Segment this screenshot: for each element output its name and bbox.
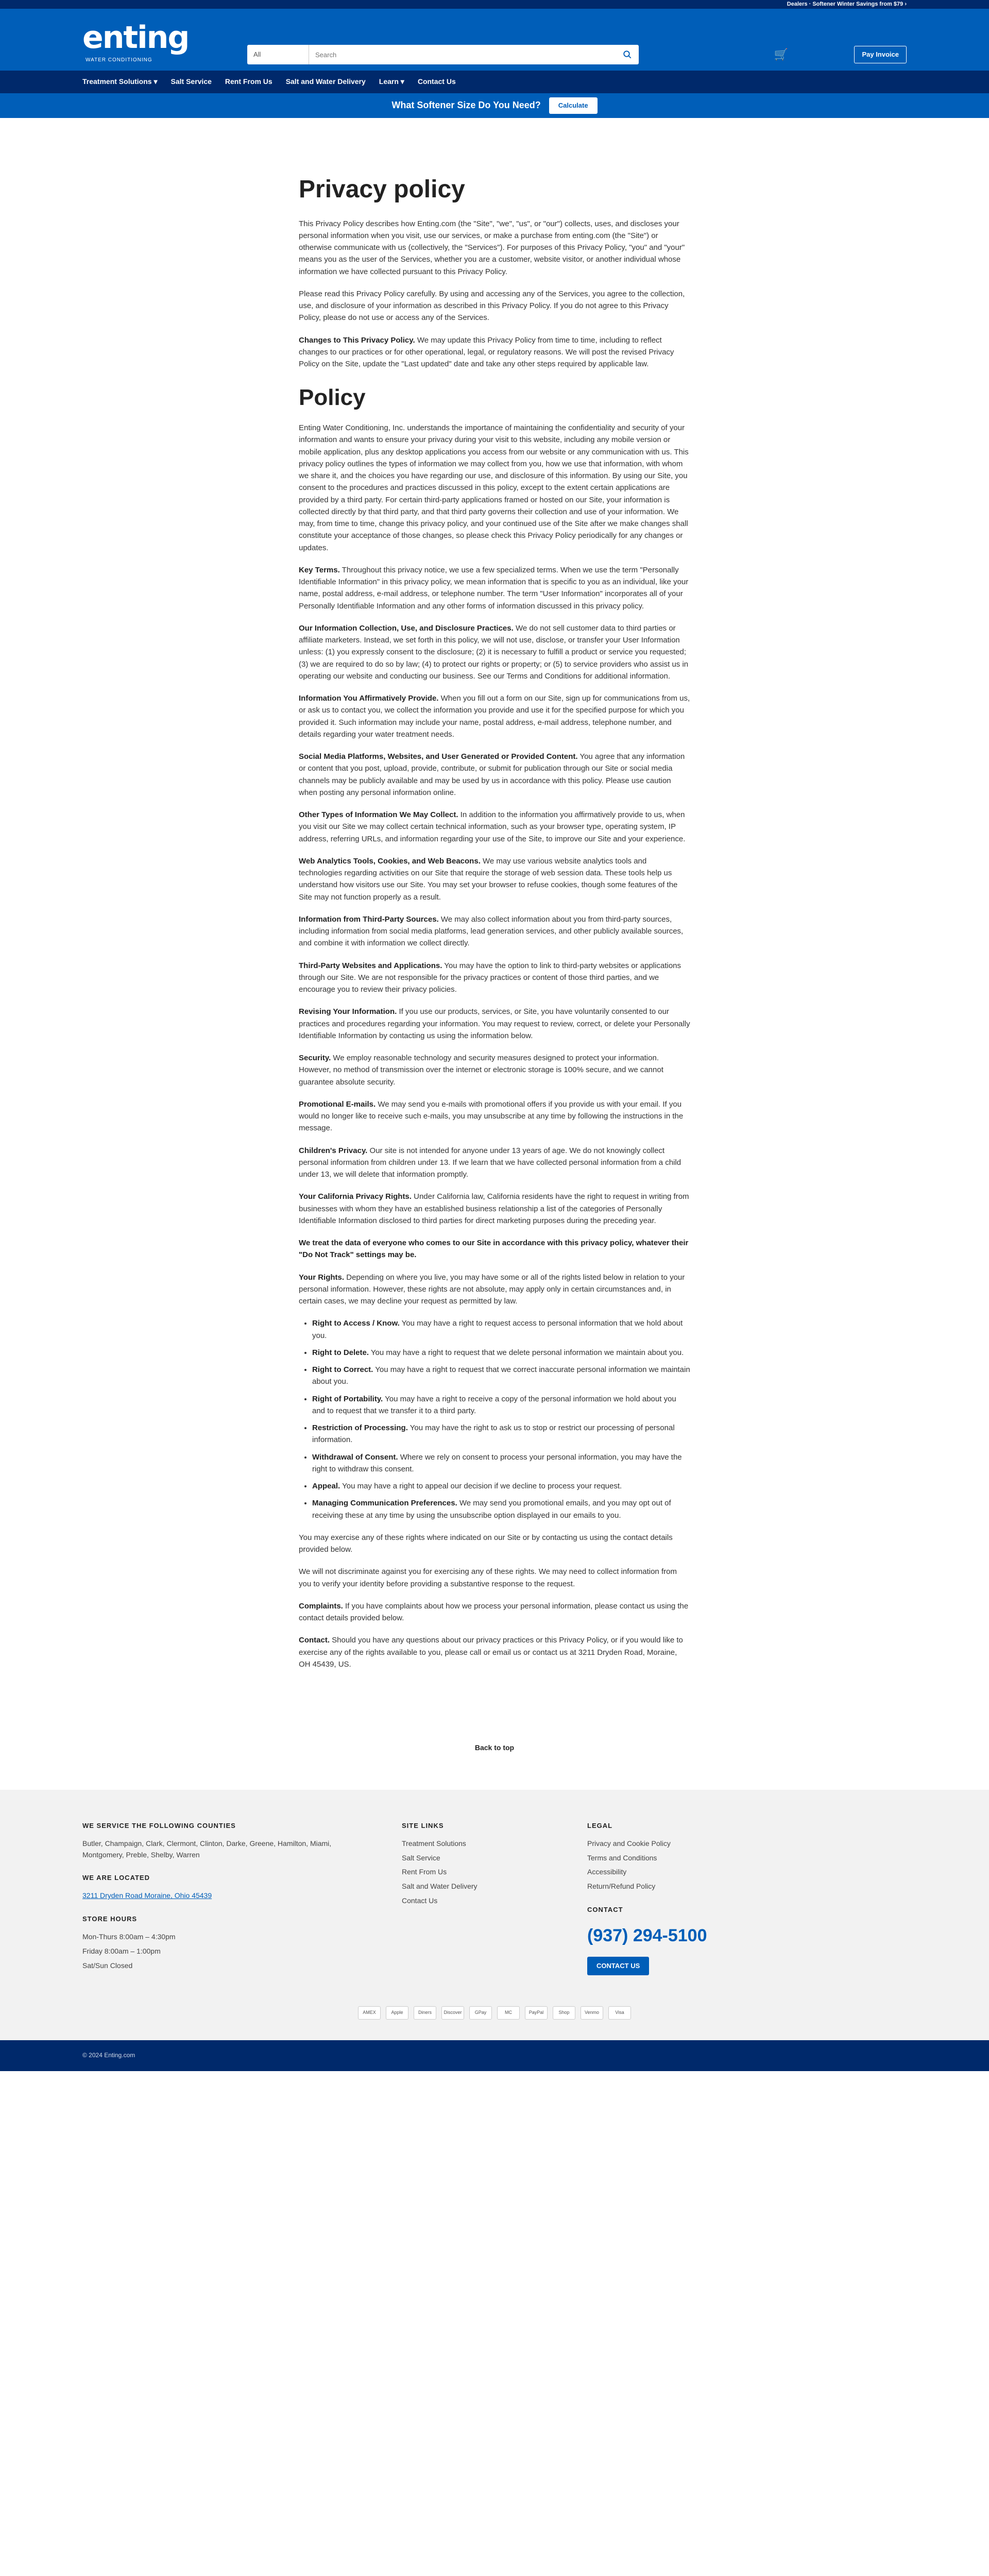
search-input[interactable] — [309, 45, 616, 64]
policy-paragraph-heading: Promotional E-mails. — [299, 1099, 376, 1109]
legal-link[interactable]: Accessibility — [587, 1868, 627, 1876]
policy-paragraph-text: We will not discriminate against you for exercising any of these rights. We may need to collect information from you to verify your identity before providing a substantive response to the request. — [299, 1567, 677, 1588]
policy-paragraph-text: You agree that any information or content that you post, upload, provide, contribute, or submit for publication through our Site or social media channels may be publicly available and may be used by us in accordance with this policy. Please use caution when posting any personal information online. — [299, 752, 685, 797]
nav-item-rent[interactable]: Rent From Us — [225, 77, 272, 86]
policy-paragraph-heading: Children's Privacy. — [299, 1146, 368, 1155]
policy-paragraph-heading: Social Media Platforms, Websites, and User Generated or Provided Content. — [299, 752, 578, 761]
copyright-text: © 2024 Enting.com — [82, 2052, 135, 2059]
closing-sections — [299, 1532, 690, 1670]
service-counties: Butler, Champaign, Clark, Clermont, Clinton, Darke, Greene, Hamilton, Miami, Montgomery, Preble, Shelby, Warren — [82, 1839, 332, 1859]
rights-item-label: Withdrawal of Consent. — [312, 1452, 398, 1462]
mastercard-icon: MC — [497, 2006, 520, 2020]
policy-paragraph — [299, 422, 690, 554]
policy-paragraph-text: Should you have any questions about our privacy practices or this Privacy Policy, or if you would like to exercise any of the rights available to you, please call or email us or contact us at 3211 Dryden Road, Moraine, OH 45439, US. — [299, 1636, 683, 1669]
policy-paragraph-text: When you fill out a form on our Site, sign up for communications from us, or ask us to contact you, we collect the information you provide and use it for the specified purpose for which you provided it. Such information may include your name, postal address, e-mail address, telephone number, and details regarding your water treatment needs. — [299, 694, 690, 739]
rights-item-label: Right to Access / Know. — [312, 1319, 400, 1328]
located-heading: WE ARE LOCATED — [82, 1874, 150, 1882]
rights-item-text: You may have a right to receive a copy of the personal information we hold about you and to request that we transfer it to a third party. — [312, 1394, 676, 1415]
footer-link[interactable]: Salt and Water Delivery — [402, 1882, 478, 1891]
policy-paragraph — [299, 692, 690, 740]
policy-paragraph-heading: Our Information Collection, Use, and Disclosure Practices. — [299, 623, 514, 633]
nav-item-learn[interactable]: Learn ▾ — [379, 77, 404, 86]
pay-invoice-button[interactable]: Pay Invoice — [854, 46, 907, 63]
google-pay-icon: GPay — [469, 2006, 492, 2020]
policy-paragraph-heading: Revising Your Information. — [299, 1007, 397, 1016]
footer-links-col — [402, 1821, 556, 1975]
footer-link[interactable]: Rent From Us — [402, 1868, 447, 1876]
policy-paragraph-text: We may also collect information about you from third-party sources, including information from social media platforms, lead generation services, and other publicly available sources, and combine it with information we collect directly. — [299, 914, 684, 948]
phone-number[interactable]: (937) 294-5100 — [587, 1925, 707, 1945]
policy-paragraph-heading: Web Analytics Tools, Cookies, and Web Beacons. — [299, 856, 481, 866]
policy-paragraph — [299, 622, 690, 682]
shop-pay-icon: Shop — [553, 2006, 575, 2020]
policy-paragraph-text: We do not sell customer data to third parties or affiliate marketers. Instead, we set forth in this policy, we will not use, disclose, or transfer your User Information unless: (1) you expressly consent to the disclosure; (2) it is necessary to fulfill a product or service you requested; (3) we are required to do so by law; (4) to protect our rights or property; or (5) to service providers who assist us in operating our website and conducting our business. See our Terms and Conditions for additional information. — [299, 623, 689, 681]
policy-paragraph-heading: Third-Party Websites and Applications. — [299, 961, 442, 970]
search-category-select[interactable]: All — [247, 45, 309, 64]
legal-heading: LEGAL — [587, 1821, 613, 1829]
footer-link[interactable]: Treatment Solutions — [402, 1839, 466, 1848]
rights-item-text: We may send you promotional emails, and you may opt out of receiving these at any time by using the unsubscribe option displayed in our emails to you. — [312, 1499, 671, 1520]
policy-heading: Policy — [299, 385, 366, 411]
rights-item — [312, 1480, 690, 1492]
hours-heading: STORE HOURS — [82, 1915, 138, 1923]
policy-paragraph-heading: Other Types of Information We May Collect. — [299, 810, 458, 820]
search-button[interactable] — [616, 45, 639, 64]
policy-paragraph-text: You may exercise any of these rights where indicated on our Site or by contacting us using the contact details provided below. — [299, 1533, 673, 1554]
rights-item-text: You may have a right to request access to personal information that we hold about you. — [312, 1319, 683, 1340]
policy-paragraph-text: Our site is not intended for anyone under 13 years of age. We do not knowingly collect personal information from children under 13. If we learn that we have collected personal information from a child under 13, we will delete that information promptly. — [299, 1146, 681, 1179]
policy-content — [299, 118, 690, 1742]
diners-icon: Diners — [414, 2006, 436, 2020]
amex-icon: AMEX — [358, 2006, 381, 2020]
policy-paragraph-text: We may send you e-mails with promotional offers if you provide us with your email. If you would no longer like to receive such e-mails, you may unsubscribe at any time by following the instructions in the message. — [299, 1099, 684, 1133]
policy-paragraph-heading: Your Rights. — [299, 1273, 345, 1282]
rights-item-label: Right to Correct. — [312, 1365, 373, 1375]
nav-item-salt-service[interactable]: Salt Service — [170, 77, 212, 86]
policy-paragraph — [299, 1006, 690, 1042]
store-address[interactable]: 3211 Dryden Road Moraine, Ohio 45439 — [82, 1891, 212, 1900]
changes-paragraph — [299, 334, 690, 370]
legal-link[interactable]: Privacy and Cookie Policy — [587, 1839, 671, 1848]
logo-subtitle: WATER CONDITIONING — [86, 57, 152, 63]
search-bar — [247, 45, 639, 64]
footer-link[interactable]: Contact Us — [402, 1896, 438, 1905]
rights-item-text: You may have a right to appeal our decision if we decline to process your request. — [342, 1482, 622, 1491]
policy-paragraph — [299, 1237, 690, 1261]
policy-paragraph — [299, 1145, 690, 1181]
top-promo-bar — [0, 0, 989, 9]
rights-item-text: You may have the right to ask us to stop or restrict our processing of personal information. — [312, 1423, 675, 1445]
hours-line: Sat/Sun Closed — [82, 1961, 133, 1970]
policy-paragraph-text: Depending on where you live, you may have some or all of the rights listed below in relation to your personal information. However, these rights are not absolute, may apply only in certain circumstances and, in certain cases, we may decline your request as permitted by law. — [299, 1273, 685, 1306]
service-heading: WE SERVICE THE FOLLOWING COUNTIES — [82, 1821, 236, 1829]
rights-item — [312, 1451, 690, 1476]
policy-paragraph-text: You may have the option to link to third-party websites or applications through our Site. We are not responsible for the privacy practices or content of those third parties, and we encourage you to review their privacy policies. — [299, 961, 681, 994]
legal-link[interactable]: Terms and Conditions — [587, 1853, 657, 1862]
visa-icon: Visa — [608, 2006, 631, 2020]
hours-line: Mon-Thurs 8:00am – 4:30pm — [82, 1933, 176, 1941]
policy-paragraph — [299, 1098, 690, 1134]
policy-paragraph-heading: Your California Privacy Rights. — [299, 1192, 412, 1201]
rights-item-label: Right of Portability. — [312, 1394, 383, 1403]
page-title: Privacy policy — [299, 176, 465, 203]
policy-paragraph — [299, 1191, 690, 1227]
policy-paragraph — [299, 751, 690, 799]
policy-paragraph-heading: Information You Affirmatively Provide. — [299, 694, 439, 703]
site-header — [0, 9, 989, 71]
changes-text: We may update this Privacy Policy from time to time, including to reflect changes to our practices or for other operational, legal, or regulatory reasons. We will post the revised Privacy Policy on the Site, update the "Last updated" date and take any other steps required by applicable law. — [299, 335, 674, 369]
main-nav — [0, 71, 989, 93]
policy-paragraph — [299, 1052, 690, 1088]
back-to-top-link[interactable]: Back to top — [474, 1743, 515, 1752]
cart-icon[interactable]: 🛒 — [774, 48, 788, 61]
policy-paragraph — [299, 855, 690, 903]
rights-item — [312, 1497, 690, 1521]
search-icon — [623, 50, 632, 59]
hours-line: Friday 8:00am – 1:00pm — [82, 1947, 161, 1955]
rights-item — [312, 1347, 690, 1359]
rights-list — [312, 1317, 690, 1521]
copyright-bar — [0, 2040, 989, 2071]
policy-paragraph-text: Enting Water Conditioning, Inc. understands the importance of maintaining the confidentiality and security of your information and wants to ensure your privacy during your visit to this website, including any mobile version or mobile application, plus any desktop applications you access from our website or any communication with us. This privacy policy outlines the types of information we may collect from you, how we use that information, with whom we share it, and the choices you have regarding our use, and disclosure of this information. By using our Site, you consent to the procedures and practices discussed in this policy, except to the extent certain applications are provided by a third party. For certain third-party applications framed or hosted on our Site, your information is collected directly by that third party, and that third party governs their collection and use of your information. We may, from time to time, change this privacy policy, and your continued use of the Site after we make changes shall constitute your acceptance of those changes, so please check this Privacy Policy periodically for any changes or updates. — [299, 423, 689, 552]
policy-paragraph — [299, 1566, 690, 1590]
venmo-icon: Venmo — [581, 2006, 603, 2020]
policy-sections — [299, 422, 690, 1307]
rights-item-text: Where we rely on consent to process your personal information, you may have the right to withdraw this consent. — [312, 1452, 682, 1473]
softener-size-title: What Softener Size Do You Need? — [391, 100, 541, 111]
policy-paragraph — [299, 1634, 690, 1670]
contact-us-button[interactable]: CONTACT US — [587, 1957, 649, 1975]
rights-item-text: You may have a right to request that we delete personal information we maintain about you. — [370, 1348, 684, 1357]
policy-paragraph — [299, 564, 690, 612]
contact-heading: CONTACT — [587, 1905, 623, 1913]
legal-link[interactable]: Return/Refund Policy — [587, 1882, 656, 1891]
links-heading: SITE LINKS — [402, 1821, 444, 1829]
rights-item-label: Managing Communication Preferences. — [312, 1499, 457, 1508]
policy-paragraph — [299, 1532, 690, 1556]
site-footer — [0, 1790, 989, 2001]
apple-pay-icon: Apple — [386, 2006, 408, 2020]
intro-paragraph: Please read this Privacy Policy carefully. By using and accessing any of the Services, you agree to the collection, use, and disclosure of your information as described in this Privacy Policy. If you do not agree to this Privacy Policy, please do not use or access any of the Services. — [299, 289, 685, 323]
rights-item-label: Restriction of Processing. — [312, 1423, 408, 1433]
policy-paragraph-text: We employ reasonable technology and security measures designed to protect your information. However, no method of transmission over the internet or electronic storage is 100% secure, and we cannot guarantee absolute security. — [299, 1054, 663, 1087]
rights-item — [312, 1422, 690, 1446]
discover-icon: Discover — [441, 2006, 464, 2020]
footer-legal-col — [587, 1821, 742, 1975]
policy-paragraph — [299, 1272, 690, 1308]
rights-item-label: Appeal. — [312, 1482, 340, 1491]
policy-paragraph-text: Throughout this privacy notice, we use a few specialized terms. When we use the term "Personally Identifiable Information" in this privacy policy, we mean information that is specific to you as an individual, like your name, postal address, e-mail address, or telephone number. The term "User Information" incorporates all of your Personally Identifiable Information and any other forms of information discussed in this privacy policy. — [299, 565, 689, 611]
policy-paragraph-heading: Information from Third-Party Sources. — [299, 914, 439, 924]
policy-paragraph-heading: Contact. — [299, 1636, 330, 1645]
policy-paragraph-heading: We treat the data of everyone who comes to our Site in accordance with this privacy policy, whatever their "Do Not Track" settings may be. — [299, 1239, 689, 1260]
intro-paragraph: This Privacy Policy describes how Enting.com (the "Site", "we", "us", or "our") collects, uses, and discloses your personal information when you visit, use our services, or make a purchase from enting.com (the "Site") or otherwise communicate with us (collectively, the "Services"). For purposes of this Privacy Policy, "you" and "your" means you as the user of the Services, whether you are a customer, website visitor, or another individual whose information we have collected pursuant to this Privacy Policy. — [299, 219, 685, 276]
footer-service-col — [82, 1821, 371, 1975]
promo-link[interactable]: Dealers · Softener Winter Savings from $79 › — [787, 1, 907, 7]
site-logo[interactable]: enting — [82, 20, 189, 56]
policy-paragraph — [299, 960, 690, 996]
nav-item-contact[interactable]: Contact Us — [417, 77, 456, 86]
policy-paragraph-heading: Security. — [299, 1054, 331, 1063]
changes-heading: Changes to This Privacy Policy. — [299, 335, 415, 345]
nav-item-delivery[interactable]: Salt and Water Delivery — [285, 77, 366, 86]
rights-item — [312, 1317, 690, 1342]
calculate-button[interactable]: Calculate — [549, 97, 598, 114]
softener-size-bar — [0, 93, 989, 118]
policy-paragraph-text: In addition to the information you affirmatively provide to us, when you visit our Site we may collect certain technical information, such as your browser type, operating system, IP address, referring URLs, and information regarding your use of the Site, to improve our Site and your experience. — [299, 810, 686, 843]
rights-item-text: You may have a right to request that we correct inaccurate personal information we maintain about you. — [312, 1365, 690, 1386]
policy-paragraph-text: If you have complaints about how we process your personal information, please contact us using the contact details provided below. — [299, 1601, 689, 1623]
policy-paragraph — [299, 913, 690, 950]
policy-paragraph — [299, 809, 690, 845]
rights-item — [312, 1393, 690, 1417]
policy-paragraph-text: Under California law, California residents have the right to request in writing from businesses with whom they have an established business relationship a list of the categories of Personally Identifiable Information disclosed to third parties for direct marketing purposes during the preceding year. — [299, 1192, 689, 1225]
paypal-icon: PayPal — [525, 2006, 548, 2020]
rights-item-label: Right to Delete. — [312, 1348, 369, 1357]
policy-paragraph-heading: Key Terms. — [299, 565, 340, 574]
rights-item — [312, 1364, 690, 1388]
payment-icons — [0, 2001, 989, 2040]
policy-paragraph-text: If you use our products, services, or Site, you have voluntarily consented to our practices and procedures regarding your information. You may request to review, correct, or delete your Personally Identifiable Information by contacting us using the information below. — [299, 1007, 690, 1040]
policy-paragraph — [299, 1600, 690, 1624]
nav-item-treatment[interactable]: Treatment Solutions ▾ — [82, 77, 158, 86]
policy-paragraph-text: We may use various website analytics tools and technologies regarding activities on our Site that require the storage of web session data. These tools help us understand how visitors use our Site. You may set your browser to refuse cookies, though some features of the Site may not function properly as a result. — [299, 856, 678, 902]
footer-link[interactable]: Salt Service — [402, 1853, 440, 1862]
policy-paragraph-heading: Complaints. — [299, 1601, 343, 1611]
